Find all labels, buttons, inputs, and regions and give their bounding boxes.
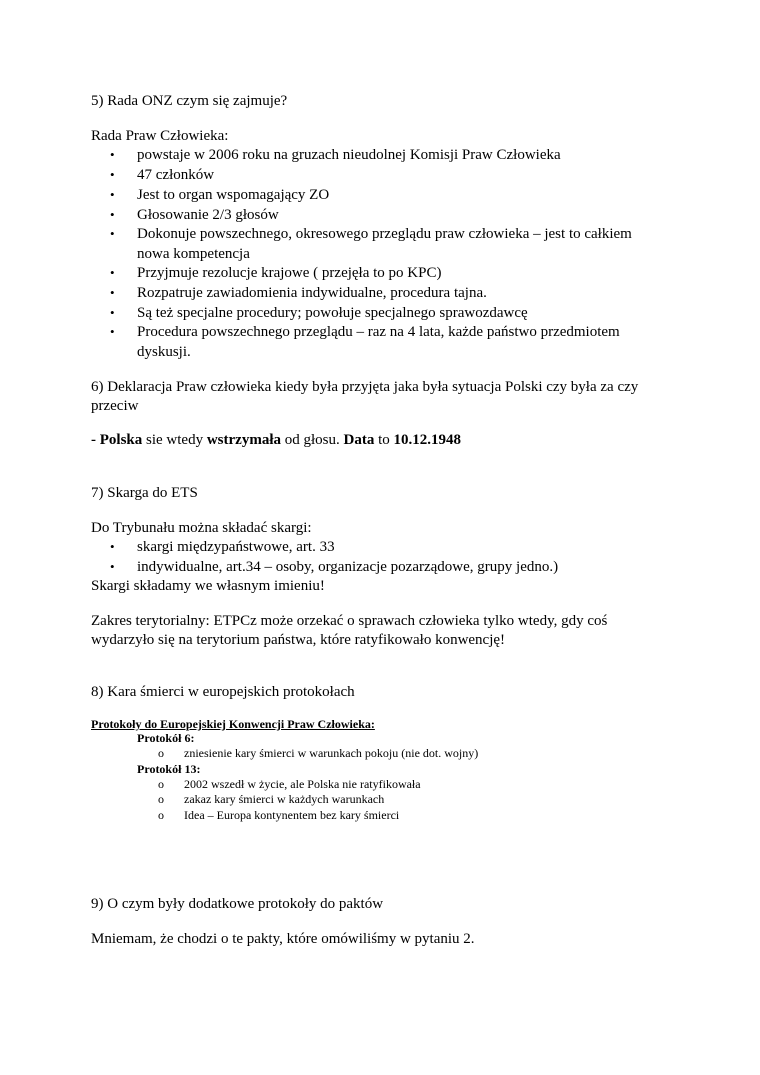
q6-heading-cont: przeciw <box>91 398 139 414</box>
circle-bullet-icon: o <box>158 777 164 791</box>
q6-heading: 6) Deklaracja Praw człowieka kiedy była przyjęta jaka była sytuacja Polski czy była za czy <box>91 379 639 395</box>
q6-answer: - Polska sie wtedy wstrzymała od głosu. Data to 10.12.1948 <box>91 432 462 448</box>
circle-bullet-icon: o <box>158 746 164 760</box>
bullet-icon: • <box>110 147 115 162</box>
q5-heading: 5) Rada ONZ czym się zajmuje? <box>91 93 288 109</box>
protocol13-label: Protokół 13: <box>137 762 201 776</box>
bullet-icon: • <box>110 167 115 182</box>
bullet-icon: • <box>110 285 115 300</box>
q7-after: Skargi składamy we własnym imieniu! <box>91 578 325 594</box>
q7-zakres: Zakres terytorialny: ETPCz może orzekać o sprawach człowieka tylko wtedy, gdy coś <box>91 613 608 629</box>
q7-intro: Do Trybunału można składać skargi: <box>91 520 312 536</box>
bullet-icon: • <box>110 187 115 202</box>
circle-bullet-icon: o <box>158 808 164 822</box>
bullet-icon: • <box>110 559 115 574</box>
bullet-icon: • <box>110 539 115 554</box>
circle-bullet-icon: o <box>158 792 164 806</box>
q7-zakres-cont: wydarzyło się na terytorium państwa, które ratyfikowało konwencję! <box>91 632 506 648</box>
q9-heading: 9) O czym były dodatkowe protokoły do paktów <box>91 896 384 912</box>
bullet-icon: • <box>110 226 115 241</box>
q5-intro: Rada Praw Człowieka: <box>91 128 229 144</box>
document-page: 5) Rada ONZ czym się zajmuje? Rada Praw Człowieka: • powstaje w 2006 roku na gruzach nieudolnej Komisji Praw Człowieka • 47 członków • Jest to organ wspomagający ZO • Głosowanie 2/3 głosów • Dokonuje powszechnego, okresowego przeglądu praw człowieka – jest to całkiem nowa kompetencja • Przyjmuje rezolucje krajowe ( przejęła to po KPC) • Rozpatruje zawiadomienia indywidualne, procedura tajna. • Są też specjalne procedury; powołuje specjalnego sprawozdawcę • Procedura powszechnego przeglądu – raz na 4 lata, każde państwo przedmiotem dyskusji. 6) Deklaracja Praw człowieka kiedy była przyjęta jaka była sytuacja Polski czy była za czy przeciw - Polska sie wtedy wstrzymała od głosu. Data to 10.12.1948 7) Skarga do ETS Do Trybunału można składać skargi: • skargi międzypaństwowe, art. 33 • indywidualne, art.34 – osoby, organizacje pozarządowe, grupy jedno.) Skargi składamy we własnym imieniu! Zakres terytorialny: ETPCz może orzekać o sprawach człowieka tylko wtedy, gdy coś wydarzyło się na terytorium państwa, które ratyfikowało konwencję! 8) Kara śmierci w europejskich protokołach Protokoły do Europejskiej Konwencji Praw Człowieka: Protokół 6: o zniesienie kary śmierci w warunkach pokoju (nie dot. wojny) Protokół 13: o 2002 wszedł w życie, ale Polska nie ratyfikowała o zakaz kary śmierci w każdych warunkach o Idea – Europa kontynentem bez kary śmierci 9) O czym były dodatkowe protokoły do paktów Mniemam, że chodzi o te pakty, które omówiliśmy w pytaniu 2. <box>91 93 639 947</box>
bullet-icon: • <box>110 324 115 339</box>
protocol6-label: Protokół 6: <box>137 731 195 745</box>
q8-subheading: Protokoły do Europejskiej Konwencji Praw Człowieka: <box>91 717 375 731</box>
bullet-icon: • <box>110 305 115 320</box>
q8-heading: 8) Kara śmierci w europejskich protokołach <box>91 684 355 700</box>
bullet-icon: • <box>110 207 115 222</box>
q7-heading: 7) Skarga do ETS <box>91 485 198 501</box>
bullet-icon: • <box>110 265 115 280</box>
q9-answer: Mniemam, że chodzi o te pakty, które omówiliśmy w pytaniu 2. <box>91 931 475 947</box>
